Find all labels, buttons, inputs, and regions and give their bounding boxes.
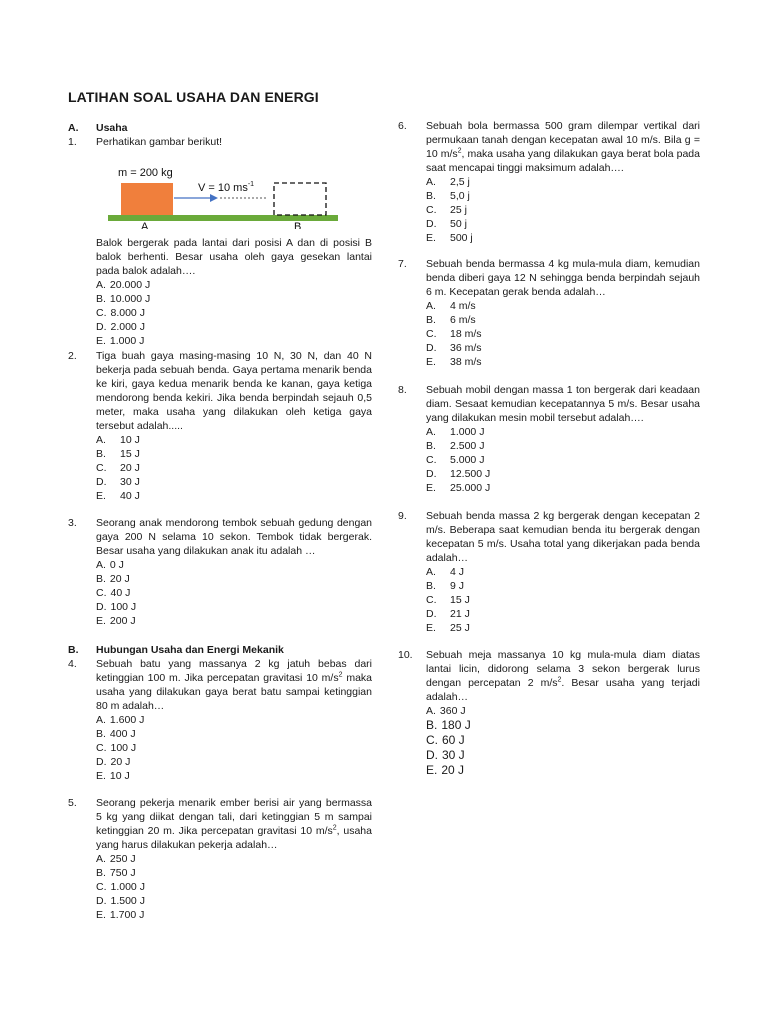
option-letter: C. (96, 742, 107, 754)
option-letter: A. (426, 176, 436, 188)
option-text: 200 J (109, 615, 136, 627)
section-b-heading (68, 643, 372, 657)
question-7 (398, 257, 700, 369)
question-text: Sebuah benda massa 2 kg bergerak dengan kecepatan 2 m/s. Beberapa saat kemudian benda itu bergerak dengan kecepatan 5 m/s. Usaha total yang dikerjakan pada benda adalah… (426, 510, 700, 564)
option-text: 5,0 j (450, 190, 470, 202)
question-text-part: , usaha yang harus dilakukan pekerja adalah… (96, 825, 372, 851)
question-text-part: Seorang pekerja menarik ember berisi air yang bermassa 5 kg yang diikat dengan tali, dari ketinggian 5 m sampai ketinggian 20 m. Jika percepatan gravitasi 10 m/s (96, 797, 372, 837)
question-text: Perhatikan gambar berikut! (96, 136, 223, 148)
velocity-arrowhead (210, 194, 218, 202)
option-text: 9 J (450, 580, 465, 592)
option-e[interactable] (426, 231, 700, 245)
option-letter: D. (426, 218, 437, 230)
option-c[interactable] (426, 203, 700, 217)
option-c[interactable] (426, 733, 700, 748)
option-e[interactable] (96, 614, 372, 628)
options-list (96, 713, 372, 783)
option-c[interactable] (96, 306, 372, 320)
option-letter: E. (426, 622, 436, 634)
option-text: 20.000 J (109, 279, 151, 291)
option-letter: B. (426, 718, 438, 732)
option-a[interactable] (426, 299, 700, 313)
option-b[interactable] (96, 572, 372, 586)
velocity-text: V = 10 ms (198, 182, 248, 194)
option-letter: C. (426, 454, 437, 466)
option-text: 250 J (109, 853, 136, 865)
question-1 (68, 135, 372, 348)
option-a[interactable] (426, 565, 700, 579)
option-d[interactable] (426, 467, 700, 481)
question-text (96, 796, 372, 852)
option-text: 15 J (450, 594, 470, 606)
question-3 (68, 516, 372, 628)
option-e[interactable] (96, 489, 372, 503)
option-text: 12.500 J (450, 468, 491, 480)
option-b[interactable] (426, 439, 700, 453)
option-text: 1.600 J (109, 714, 145, 726)
superscript: 2 (332, 824, 337, 832)
question-text (426, 648, 700, 704)
option-text: 30 J (442, 748, 465, 762)
option-d[interactable] (96, 755, 372, 769)
option-letter: B. (96, 293, 106, 305)
velocity-label (198, 181, 254, 194)
option-d[interactable] (426, 341, 700, 355)
option-a[interactable] (426, 704, 700, 718)
option-text: 38 m/s (450, 356, 482, 368)
option-b[interactable] (426, 313, 700, 327)
option-a[interactable] (96, 852, 372, 866)
option-b[interactable] (96, 292, 372, 306)
option-text: 20 J (120, 462, 140, 474)
option-letter: E. (426, 356, 436, 368)
question-number: 6. (398, 120, 407, 132)
option-e[interactable] (96, 908, 372, 922)
option-text: 1.000 J (110, 881, 145, 893)
question-text: Tiga buah gaya masing-masing 10 N, 30 N, dan 40 N bekerja pada sebuah benda. Gaya pertama menarik benda ke kiri, gaya kedua menarik benda ke kanan, gaya ketiga mendorong benda kekiri. Jika benda berpindah sejauh 0,5 meter, maka usaha yang dilakukan oleh ketiga gaya tersebut adalah..... (96, 350, 372, 432)
option-c[interactable] (426, 327, 700, 341)
question-4 (68, 657, 372, 783)
mass-label: m = 200 kg (118, 167, 173, 179)
question-text-part: maka usaha yang dilakukan gaya berat batu sampai ketinggian 80 m adalah… (96, 672, 372, 712)
question-number: 3. (68, 517, 77, 529)
options-list (96, 852, 372, 922)
option-letter: B. (426, 580, 436, 592)
option-e[interactable] (96, 769, 372, 783)
options-list (426, 175, 700, 245)
option-text: 1.500 J (110, 895, 145, 907)
option-letter: C. (96, 462, 107, 474)
option-letter: E. (426, 763, 438, 777)
question-10 (398, 648, 700, 778)
option-letter: C. (96, 587, 107, 599)
option-letter: A. (426, 566, 436, 578)
question-number: 7. (398, 258, 407, 270)
option-text: 100 J (110, 601, 137, 613)
option-text: 2,5 j (450, 176, 470, 188)
option-text: 50 j (450, 218, 467, 230)
question-2 (68, 349, 372, 503)
option-e[interactable] (426, 481, 700, 495)
superscript: 2 (557, 676, 562, 684)
option-letter: A. (96, 559, 106, 571)
option-text: 100 J (110, 742, 137, 754)
section-a-heading (68, 121, 372, 135)
section-letter: A. (68, 122, 79, 134)
option-d[interactable] (426, 607, 700, 621)
option-d[interactable] (426, 748, 700, 763)
option-text: 60 J (442, 733, 465, 747)
option-b[interactable] (96, 727, 372, 741)
option-letter: D. (96, 321, 107, 333)
option-letter: D. (426, 342, 437, 354)
option-text: 18 m/s (450, 328, 482, 340)
question-5 (68, 796, 372, 922)
option-b[interactable] (96, 447, 372, 461)
question-text-part: Sebuah bola bermassa 500 gram dilempar vertikal dari permukaan tanah dengan kecepatan awal 10 m/s. Bila g = 10 m/s (426, 120, 700, 160)
options-list (96, 558, 372, 628)
option-letter: A. (96, 434, 106, 446)
option-letter: D. (426, 468, 437, 480)
option-text: 10 J (109, 770, 130, 782)
option-letter: C. (426, 733, 438, 747)
section-name: Hubungan Usaha dan Energi Mekanik (96, 644, 284, 656)
question-text (96, 657, 372, 713)
option-letter: A. (96, 853, 106, 865)
option-text: 6 m/s (450, 314, 476, 326)
option-text: 21 J (450, 608, 470, 620)
question-text-part: , maka usaha yang dilakukan gaya berat bola pada saat mencapai tinggi maksimum adalah…. (426, 148, 700, 174)
option-a[interactable] (96, 278, 372, 292)
option-b[interactable] (96, 866, 372, 880)
option-text: 2.500 J (450, 440, 485, 452)
option-text: 10.000 J (109, 293, 151, 305)
option-text: 4 J (450, 566, 465, 578)
option-text: 25 J (450, 622, 470, 634)
question-number: 2. (68, 350, 77, 362)
option-text: 40 J (120, 490, 140, 502)
option-letter: B. (426, 440, 436, 452)
options-list (96, 433, 372, 503)
question-6 (398, 119, 700, 245)
question-text-continued: Balok bergerak pada lantai dari posisi A dan di posisi B balok berhenti. Besar usaha oleh gaya gesekan lantai pada balok adalah…. (96, 237, 372, 277)
option-letter: A. (96, 714, 106, 726)
option-letter: B. (96, 448, 106, 460)
option-d[interactable] (96, 894, 372, 908)
option-letter: D. (426, 748, 438, 762)
question-text-part: Sebuah meja massanya 10 kg mula-mula diam diatas lantai licin, didorong selama 3 sekon bergerak lurus dengan percepatan 2 m/s (426, 649, 700, 689)
options-list (426, 565, 700, 635)
option-text: 36 m/s (450, 342, 482, 354)
figure-svg (96, 149, 368, 229)
option-text: 15 J (120, 448, 140, 460)
option-e[interactable] (426, 763, 700, 778)
final-position-box (274, 183, 326, 215)
option-letter: E. (96, 770, 106, 782)
option-letter: D. (96, 756, 107, 768)
option-letter: A. (426, 300, 436, 312)
option-c[interactable] (426, 593, 700, 607)
option-d[interactable] (96, 600, 372, 614)
option-letter: C. (426, 328, 437, 340)
options-list (426, 704, 700, 718)
question-9 (398, 509, 700, 635)
question-text (426, 119, 700, 175)
option-letter: A. (426, 426, 436, 438)
option-text: 30 J (120, 476, 140, 488)
option-letter: E. (96, 909, 106, 921)
option-text: 20 J (441, 763, 465, 777)
option-letter: E. (96, 490, 106, 502)
option-text: 1.000 J (109, 335, 145, 347)
option-d[interactable] (96, 320, 372, 334)
option-letter: B. (426, 190, 436, 202)
option-text: 20 J (110, 756, 131, 768)
option-e[interactable] (426, 355, 700, 369)
option-e[interactable] (426, 621, 700, 635)
option-letter: D. (96, 601, 107, 613)
block-motion-figure (96, 149, 372, 229)
option-letter: B. (96, 728, 106, 740)
option-d[interactable] (426, 217, 700, 231)
option-a[interactable] (426, 425, 700, 439)
option-c[interactable] (96, 461, 372, 475)
option-text: 180 J (441, 718, 471, 732)
question-text: Seorang anak mendorong tembok sebuah gedung dengan gaya 200 N selama 10 sekon. Tembok tidak bergerak. Besar usaha yang dilakukan anak itu adalah … (96, 517, 372, 557)
option-text: 5.000 J (450, 454, 485, 466)
question-number: 5. (68, 797, 77, 809)
orange-block (121, 183, 173, 215)
question-text-part: Sebuah batu yang massanya 2 kg jatuh bebas dari ketinggian 100 m. Jika percepatan gravitasi 10 m/s (96, 658, 372, 684)
option-text: 2.000 J (110, 321, 145, 333)
option-text: 8.000 J (110, 307, 145, 319)
option-letter: E. (426, 232, 436, 244)
question-text: Sebuah mobil dengan massa 1 ton bergerak dari keadaan diam. Sesaat kemudian kecepatannya 5 m/s. Besar usaha yang dilakukan mesin mobil tersebut adalah…. (426, 384, 700, 424)
question-text: Sebuah benda bermassa 4 kg mula-mula diam, kemudian benda diberi gaya 12 N sehingga benda berpindah sejauh 6 m. Kecepatan gerak benda adalah… (426, 258, 700, 298)
option-a[interactable] (96, 558, 372, 572)
option-text: 25 j (450, 204, 467, 216)
option-text: 4 m/s (450, 300, 476, 312)
options-list-large (426, 718, 700, 778)
question-8 (398, 383, 700, 495)
option-letter: E. (426, 482, 436, 494)
option-text: 0 J (109, 559, 124, 571)
options-list (426, 299, 700, 369)
option-letter: D. (96, 895, 107, 907)
option-letter: E. (96, 615, 106, 627)
option-letter: D. (96, 476, 107, 488)
option-text: 500 j (450, 232, 473, 244)
option-letter: C. (426, 204, 437, 216)
option-letter: A. (426, 705, 436, 717)
option-b[interactable] (426, 579, 700, 593)
option-letter: C. (426, 594, 437, 606)
superscript: 2 (457, 147, 462, 155)
question-number: 8. (398, 384, 407, 396)
option-letter: B. (96, 573, 106, 585)
option-c[interactable] (426, 453, 700, 467)
question-number: 9. (398, 510, 407, 522)
option-letter: E. (96, 335, 106, 347)
option-b[interactable] (426, 718, 700, 733)
option-text: 1.700 J (109, 909, 145, 921)
option-letter: D. (426, 608, 437, 620)
page-title: LATIHAN SOAL USAHA DAN ENERGI (68, 89, 319, 105)
option-text: 20 J (109, 573, 130, 585)
option-letter: C. (96, 881, 107, 893)
option-letter: B. (96, 867, 106, 879)
option-text: 1.000 J (450, 426, 485, 438)
option-c[interactable] (96, 741, 372, 755)
velocity-exponent: -1 (247, 181, 255, 188)
question-number: 10. (398, 649, 413, 661)
option-a[interactable] (426, 175, 700, 189)
option-a[interactable] (96, 433, 372, 447)
option-text: 10 J (120, 434, 140, 446)
point-b-label: B (294, 221, 302, 229)
superscript: 2 (338, 671, 343, 679)
option-letter: B. (426, 314, 436, 326)
option-letter: A. (96, 279, 106, 291)
question-number: 4. (68, 658, 77, 670)
option-text: 750 J (109, 867, 136, 879)
option-text: 400 J (109, 728, 136, 740)
option-e[interactable] (96, 334, 372, 348)
option-letter: C. (96, 307, 107, 319)
option-text: 360 J (439, 705, 466, 717)
question-text-part: . Besar usaha yang terjadi adalah… (426, 677, 700, 703)
option-text: 25.000 J (450, 482, 491, 494)
options-list (96, 278, 372, 348)
option-a[interactable] (96, 713, 372, 727)
option-text: 40 J (110, 587, 131, 599)
options-list (426, 425, 700, 495)
option-d[interactable] (96, 475, 372, 489)
section-letter: B. (68, 644, 79, 656)
point-a-label: A (141, 221, 149, 229)
question-number: 1. (68, 136, 77, 148)
option-c[interactable] (96, 586, 372, 600)
section-name: Usaha (96, 122, 128, 134)
option-c[interactable] (96, 880, 372, 894)
option-b[interactable] (426, 189, 700, 203)
